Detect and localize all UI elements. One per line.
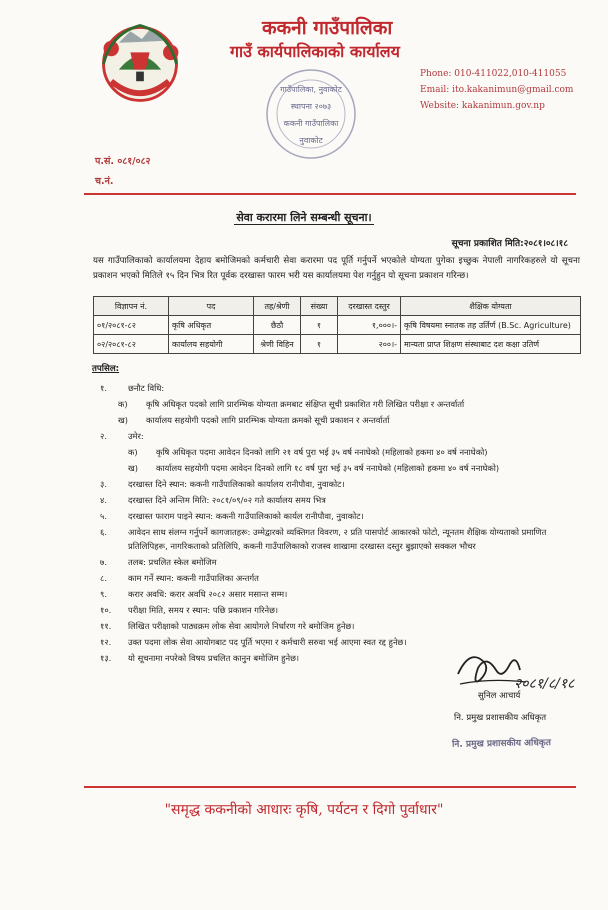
- list-item: क) कृषि अधिकृत पदमा आवेदन दिनको लागि २१ वर्ष पुरा भई ३५ वर्ष ननाघेको (महिलाको हकमा ४० वर्ष ननाघेको): [128, 447, 488, 457]
- published-date: सूचना प्रकाशित मिति:२०८१।०८।१८: [451, 239, 568, 249]
- list-item: २. उमेर:: [100, 431, 144, 441]
- contact-block: [420, 66, 573, 114]
- header-divider: [84, 193, 576, 195]
- table-cell: मान्यता प्राप्त शिक्षण संस्थाबाट दश कक्षा उतिर्ण: [401, 335, 581, 354]
- office-stamp-icon: [258, 64, 364, 164]
- dispatch-number: च.नं.: [95, 176, 114, 187]
- list-item: क) कृषि अधिकृत पदको लागि प्रारम्भिक योग्यता क्रमबाट संक्षिप्त सूची प्रकाशित गरी लिखित परीक्षा र अन्तर्वार्ता: [118, 399, 465, 409]
- list-item: ५. दरखास्त फाराम पाइने स्थान: ककनी गाउँपालिकाको कार्यल रानीपौवा, नुवाकोट।: [100, 511, 364, 521]
- website-text: Website: kakanimun.gov.np: [420, 101, 545, 111]
- handwritten-date: २०८१/८/१८: [514, 676, 575, 692]
- footer-divider: [84, 786, 576, 788]
- letter-number: प.सं. ०८१/०८२: [95, 156, 151, 167]
- list-item: ख) कार्यालय सहयोगी पदको लागि प्रारम्भिक योग्यता क्रमको सूची प्रकाशन र अन्तर्वार्ता: [118, 415, 390, 425]
- list-item: ९. करार अवधि: करार अवधि २०८२ असार मसान्त सम्म।: [100, 589, 288, 599]
- list-item: १०. परीक्षा मिति, समय र स्थान: पछि प्रकाशन गरिनेछ।: [100, 605, 279, 615]
- table-header-row: [94, 297, 581, 316]
- stamp-line-1: गाउँपालिका, नुवाकोट: [280, 85, 342, 94]
- col-header: संख्या: [301, 297, 338, 316]
- col-header: विज्ञापन नं.: [94, 297, 169, 316]
- signatory-name: सुनिल आचार्य: [478, 691, 521, 701]
- list-item: ख) कार्यालय सहयोगी पदमा आवेदन दिनको लागि १८ वर्ष पुरा भई ३५ वर्ष ननाघेको (महिलाको हकमा ४० वर्ष ननाघेको): [128, 463, 500, 473]
- table-row: [94, 316, 581, 335]
- table-cell: १: [301, 335, 338, 354]
- table-cell: ०२/२०८१-८२: [94, 335, 169, 354]
- table-cell: १,०००।-: [338, 316, 401, 335]
- remarks-label: तपसिल:: [92, 364, 120, 374]
- signatory-designation: नि. प्रमुख प्रशासकीय अधिकृत: [454, 713, 547, 723]
- table-row: [94, 335, 581, 354]
- table-cell: २००।-: [338, 335, 401, 354]
- table-cell: ०१/२०८१-८२: [94, 316, 169, 335]
- table-cell: कार्यालय सहयोगी: [169, 335, 254, 354]
- table-cell: कृषि विषयमा स्नातक तह उर्तिर्ण (B.Sc. Agriculture): [401, 316, 581, 335]
- vacancy-table: [93, 296, 581, 354]
- stamp-line-4: नुवाकोट: [299, 136, 323, 145]
- list-item: ११. लिखित परीक्षाको पाठ्यक्रम लोक सेवा आयोगले निर्धारण गरे बमोजिम हुनेछ।: [100, 621, 355, 631]
- notice-title: सेवा करारमा लिने सम्बन्धी सूचना।: [236, 211, 372, 224]
- list-item: ७. तलब: प्रचलित स्केल बमोजिम: [100, 557, 217, 567]
- stamp-line-3: ककनी गाउँपालिका: [283, 119, 339, 128]
- list-item: १३. यो सूचनामा नपरेको विषय प्रचलित कानुन बमोजिम हुनेछ।: [100, 653, 300, 663]
- list-item: ३. दरखास्त दिने स्थान: ककनी गाउँपालिकाको कार्यालय रानीपौवा, नुवाकोट।: [100, 479, 345, 489]
- notice-intro: यस गाउँपालिकाको कार्यालयमा देहाय बमोजिमको कर्मचारी सेवा करारमा पद पूर्ति गर्नुपर्ने भएकोले योग्यता पुगेका इच्छुक नेपाली नागरिकहरुले यो सूचना प्रकाशन भएको मितिले १५ दिन भित्र रित पूर्वक दरखास्त फारम भरी यस कार्यालयमा पेश गर्नुहुन यो सूचना प्रकाशन गरिन्छ।: [93, 256, 580, 281]
- email-text: Email: ito.kakanimun@gmail.com: [420, 85, 574, 95]
- phone-text: Phone: 010-411022,010-411055: [420, 69, 567, 79]
- table-cell: कृषि अधिकृत: [169, 316, 254, 335]
- col-header: शैक्षिक योग्यता: [401, 297, 581, 316]
- col-header: दरखास्त दस्तुर: [338, 297, 401, 316]
- col-header: तह/श्रेणी: [254, 297, 301, 316]
- list-item: ६. आवेदन साथ संलग्न गर्नुपर्ने कागजातहरू: उम्मेद्वारको व्यक्तिगत विवरण, २ प्रति पासपोर्ट आकारको फोटो, न्यूनतम शैक्षिक योग्यताको प्रमाणित: [100, 527, 547, 537]
- list-item: ४. दरखास्त दिने अन्तिम मिति: २०८१/०९/०२ गते कार्यालय समय भित्र: [100, 495, 326, 505]
- table-cell: छैठौ: [254, 316, 301, 335]
- stamp-line-2: स्थापना २०७३: [290, 102, 332, 111]
- designation-stamp: नि. प्रमुख प्रशासकीय अधिकृत: [451, 738, 552, 750]
- col-header: पद: [169, 297, 254, 316]
- table-cell: १: [301, 316, 338, 335]
- footer-slogan: "समृद्ध ककनीको आधारः कृषि, पर्यटन र दिगो पुर्वाधार": [164, 802, 444, 818]
- list-item: प्रतिलिपिहरू, नागरिकताको प्रतिलिपि, ककनी गाउँपालिकाको राजस्व शाखामा दरखास्त दस्तुर बुझाएको सक्कल भौचर: [128, 541, 476, 551]
- list-item: १. छनौट विधि:: [100, 383, 165, 393]
- list-item: १२. उक्त पदमा लोक सेवा आयोगबाट पद पूर्ति भएमा र कर्मचारी सरुवा भई आएमा स्वत रद्द हुनेछ।: [100, 637, 407, 647]
- office-name: गाउँ कार्यपालिकाको कार्यालय: [230, 42, 400, 61]
- list-item: ८. काम गर्ने स्थान: ककनी गाउँपालिका अन्तर्गत: [100, 573, 259, 583]
- nepal-emblem-icon: [92, 14, 188, 110]
- org-name: ककनी गाउँपालिका: [262, 17, 393, 39]
- table-cell: श्रेणी विहिन: [254, 335, 301, 354]
